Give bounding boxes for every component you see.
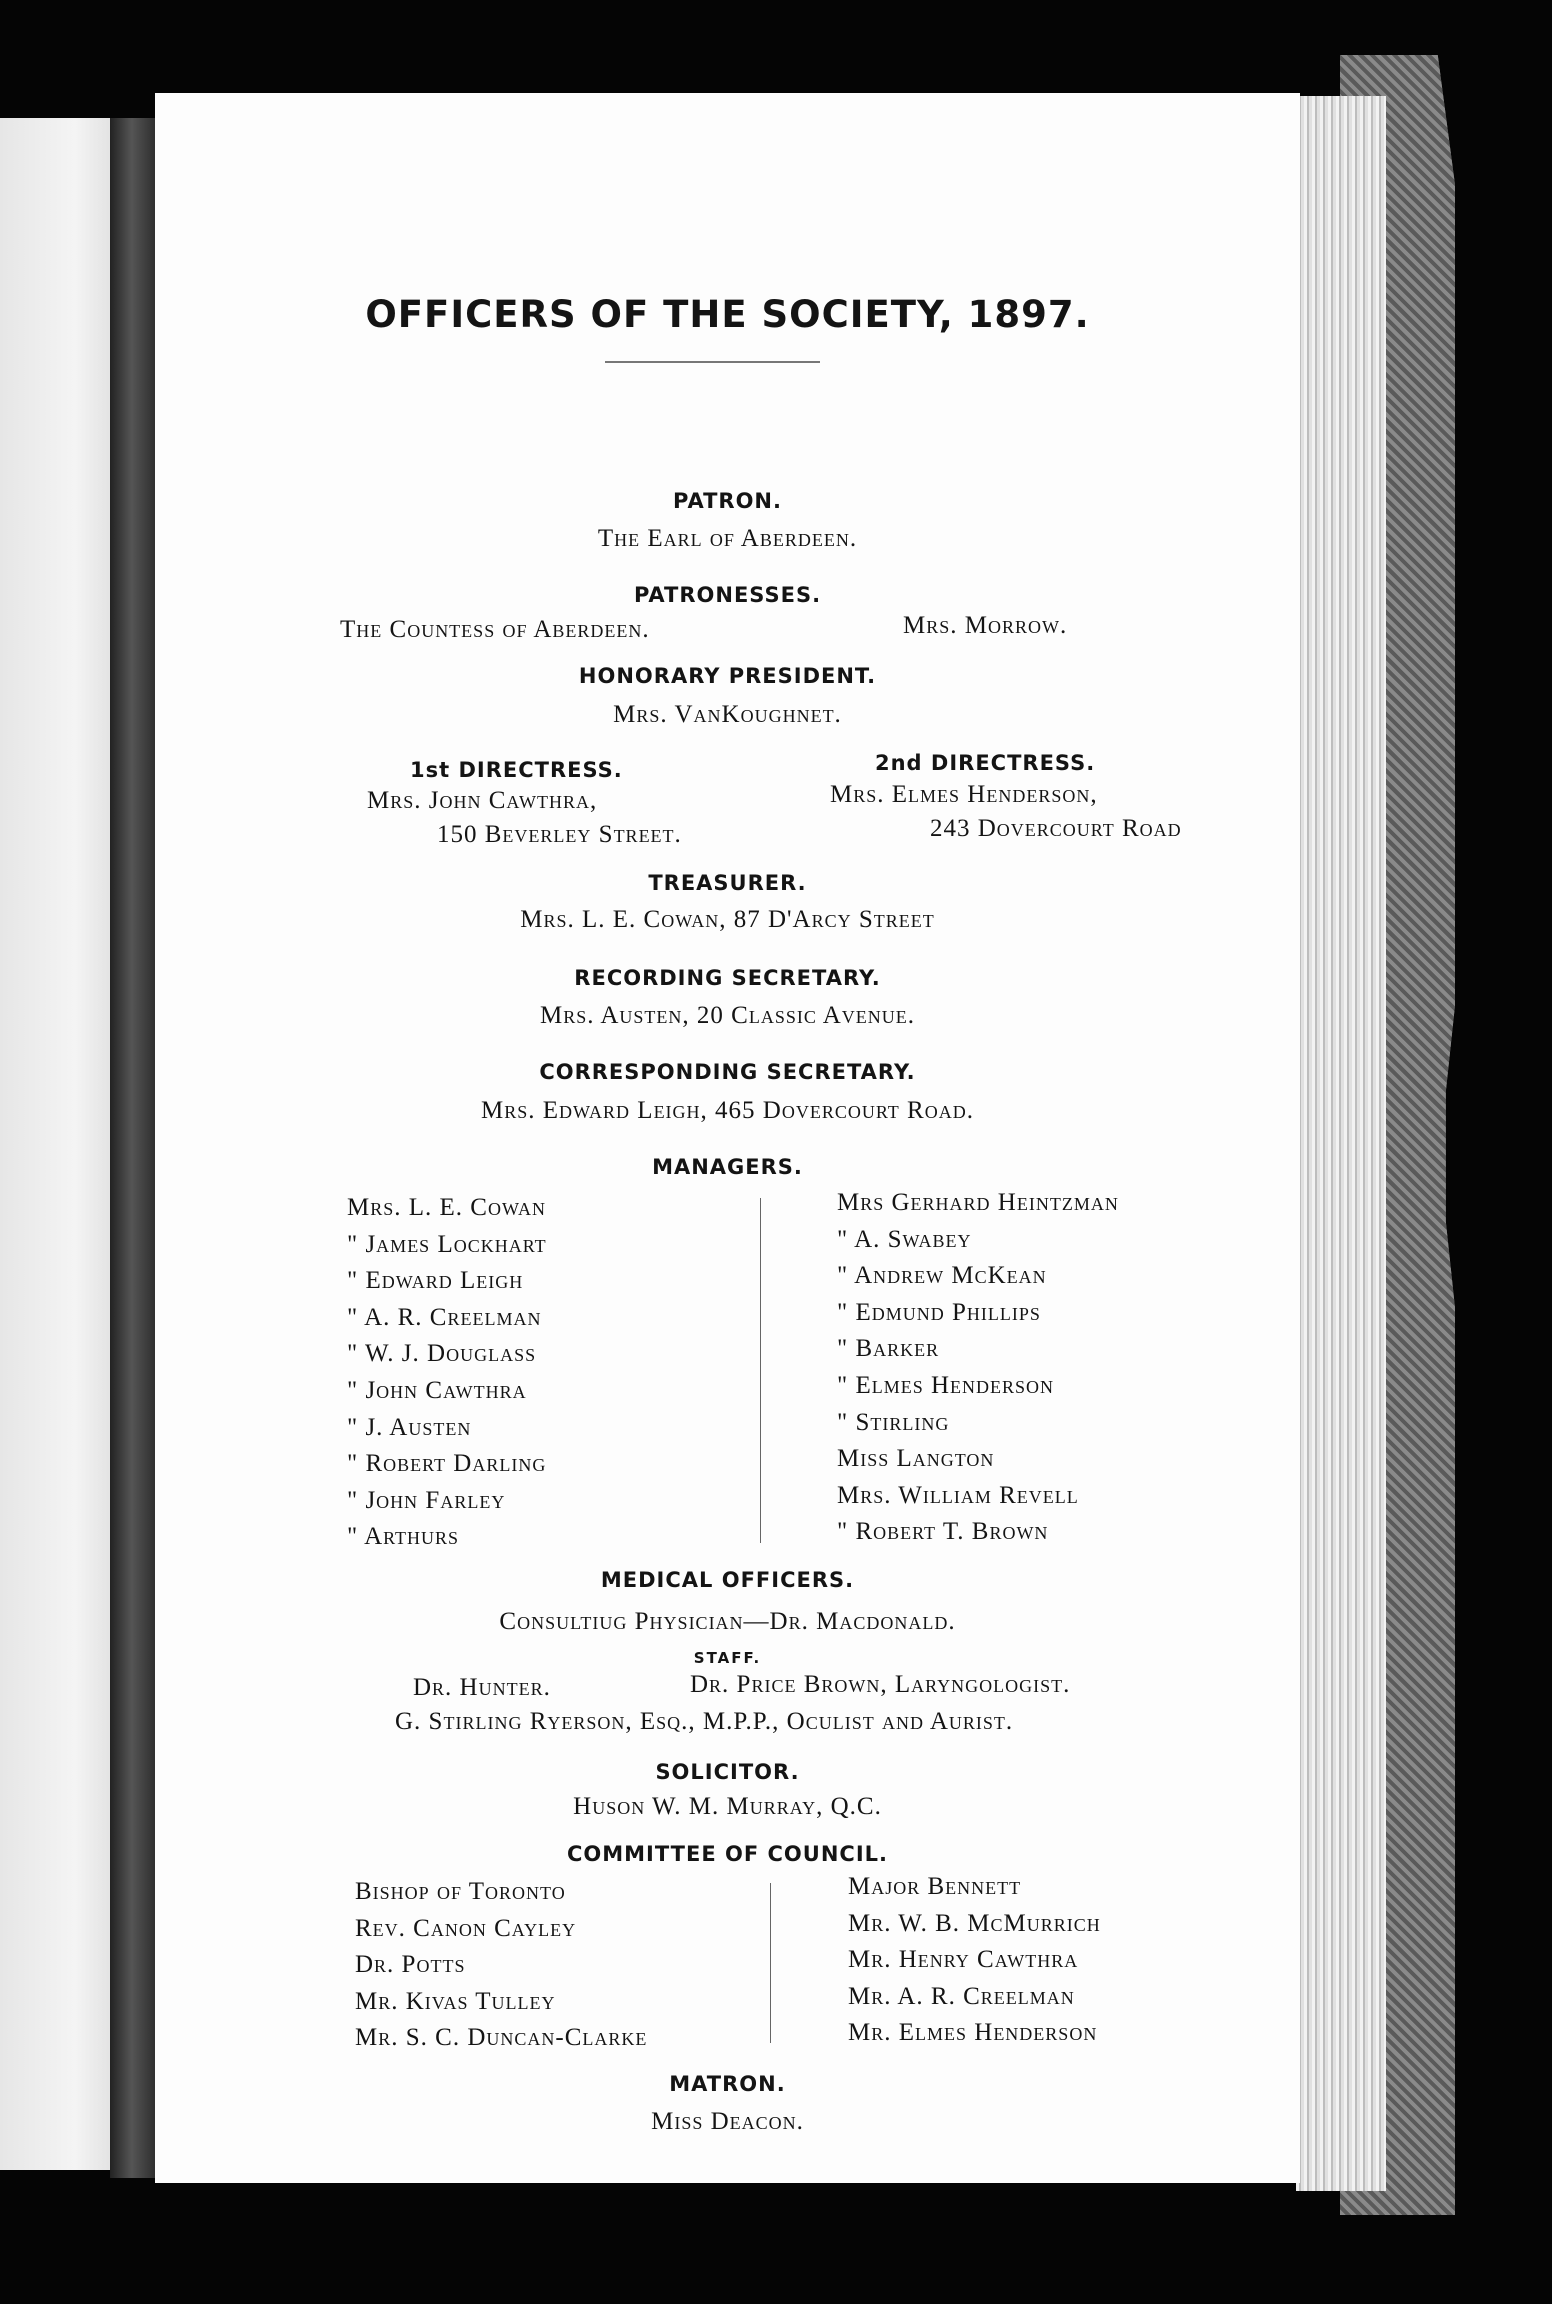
recording-secretary-heading: RECORDING SECRETARY. xyxy=(574,966,881,990)
consulting-physician: Consultiug Physician—Dr. Macdonald. xyxy=(499,1608,956,1635)
list-item: " Arthurs xyxy=(347,1523,460,1551)
solicitor-heading: SOLICITOR. xyxy=(655,1760,800,1784)
list-item: Miss Langton xyxy=(837,1445,995,1473)
managers-right-list xyxy=(837,1185,1119,1551)
second-directress-address: 243 Dovercourt Road xyxy=(930,815,1182,842)
managers-left-list xyxy=(347,1190,547,1556)
recording-secretary-name: Mrs. Austen, 20 Classic Avenue. xyxy=(539,1002,916,1029)
honorary-president-name: Mrs. VanKoughnet. xyxy=(613,701,842,728)
managers-heading: MANAGERS. xyxy=(652,1155,803,1179)
list-item: Mr. Elmes Henderson xyxy=(848,2019,1098,2047)
list-item: Rev. Canon Cayley xyxy=(355,1914,577,1942)
list-item: " W. J. Douglass xyxy=(347,1340,537,1368)
first-directress-name: Mrs. John Cawthra, xyxy=(367,787,598,814)
list-item: " Andrew McKean xyxy=(837,1262,1047,1290)
list-item: Mr. S. C. Duncan-Clarke xyxy=(355,2024,648,2052)
patroness-2: Mrs. Morrow. xyxy=(903,612,1068,639)
list-item: Mr. Kivas Tulley xyxy=(355,1987,556,2015)
patronesses-heading: PATRONESSES. xyxy=(633,583,822,607)
list-item: Mr. Henry Cawthra xyxy=(848,1946,1079,1974)
list-item: Major Bennett xyxy=(848,1873,1022,1900)
list-item: Dr. Potts xyxy=(355,1951,466,1979)
matron-name: Miss Deacon. xyxy=(651,2108,804,2135)
staff-ryerson: G. Stirling Ryerson, Esq., M.P.P., Oculist and Aurist. xyxy=(395,1708,1014,1735)
list-item: " John Farley xyxy=(347,1486,506,1514)
patron-name: The Earl of Aberdeen. xyxy=(597,525,858,552)
staff-hunter: Dr. Hunter. xyxy=(413,1674,551,1701)
first-directress-heading: 1st DIRECTRESS. xyxy=(410,758,623,782)
corresponding-secretary-name: Mrs. Edward Leigh, 465 Dovercourt Road. xyxy=(481,1097,974,1124)
book-page xyxy=(155,93,1300,2183)
matron-heading: MATRON. xyxy=(669,2072,786,2096)
list-item: Mrs. L. E. Cowan xyxy=(347,1194,546,1221)
second-directress-heading: 2nd DIRECTRESS. xyxy=(875,751,1096,775)
list-item: Mr. W. B. McMurrich xyxy=(848,1909,1101,1937)
solicitor-name: Huson W. M. Murray, Q.C. xyxy=(573,1793,882,1820)
list-item: " J. Austen xyxy=(347,1413,472,1441)
list-item: " Edmund Phillips xyxy=(837,1298,1041,1326)
list-item: " Robert T. Brown xyxy=(837,1518,1049,1546)
list-item: Bishop of Toronto xyxy=(355,1878,566,1905)
column-divider xyxy=(760,1198,761,1543)
patron-heading: PATRON. xyxy=(673,489,782,513)
list-item: Mrs. William Revell xyxy=(837,1481,1079,1509)
list-item: " Edward Leigh xyxy=(347,1267,524,1295)
title-rule xyxy=(605,361,820,363)
page-title: OFFICERS OF THE SOCIETY, 1897. xyxy=(365,293,1090,336)
staff-price-brown: Dr. Price Brown, Laryngologist. xyxy=(690,1671,1071,1698)
facing-page xyxy=(0,118,125,2170)
list-item: " Robert Darling xyxy=(347,1450,547,1478)
list-item: " Barker xyxy=(837,1335,940,1363)
medical-officers-heading: MEDICAL OFFICERS. xyxy=(600,1568,855,1592)
list-item: " John Cawthra xyxy=(347,1376,527,1404)
list-item: " Elmes Henderson xyxy=(837,1371,1055,1399)
list-item: Mrs Gerhard Heintzman xyxy=(837,1189,1119,1216)
treasurer-name: Mrs. L. E. Cowan, 87 D'Arcy Street xyxy=(520,906,935,933)
first-directress-address: 150 Beverley Street. xyxy=(437,821,682,848)
list-item: " A. R. Creelman xyxy=(347,1303,542,1331)
honorary-president-heading: HONORARY PRESIDENT. xyxy=(578,664,877,688)
corresponding-secretary-heading: CORRESPONDING SECRETARY. xyxy=(539,1060,916,1084)
staff-heading: STAFF. xyxy=(693,1649,762,1667)
book-gutter xyxy=(110,118,158,2178)
page-edges xyxy=(1296,96,1386,2191)
treasurer-heading: TREASURER. xyxy=(648,871,807,895)
column-divider xyxy=(770,1883,771,2043)
second-directress-name: Mrs. Elmes Henderson, xyxy=(830,781,1098,808)
committee-right-list xyxy=(848,1869,1101,2052)
committee-heading: COMMITTEE OF COUNCIL. xyxy=(567,1842,888,1866)
list-item: " Stirling xyxy=(837,1408,950,1436)
committee-left-list xyxy=(355,1874,647,2057)
list-item: " A. Swabey xyxy=(837,1225,972,1253)
list-item: Mr. A. R. Creelman xyxy=(848,1982,1075,2010)
patroness-1: The Countess of Aberdeen. xyxy=(340,616,650,643)
list-item: " James Lockhart xyxy=(347,1230,547,1258)
